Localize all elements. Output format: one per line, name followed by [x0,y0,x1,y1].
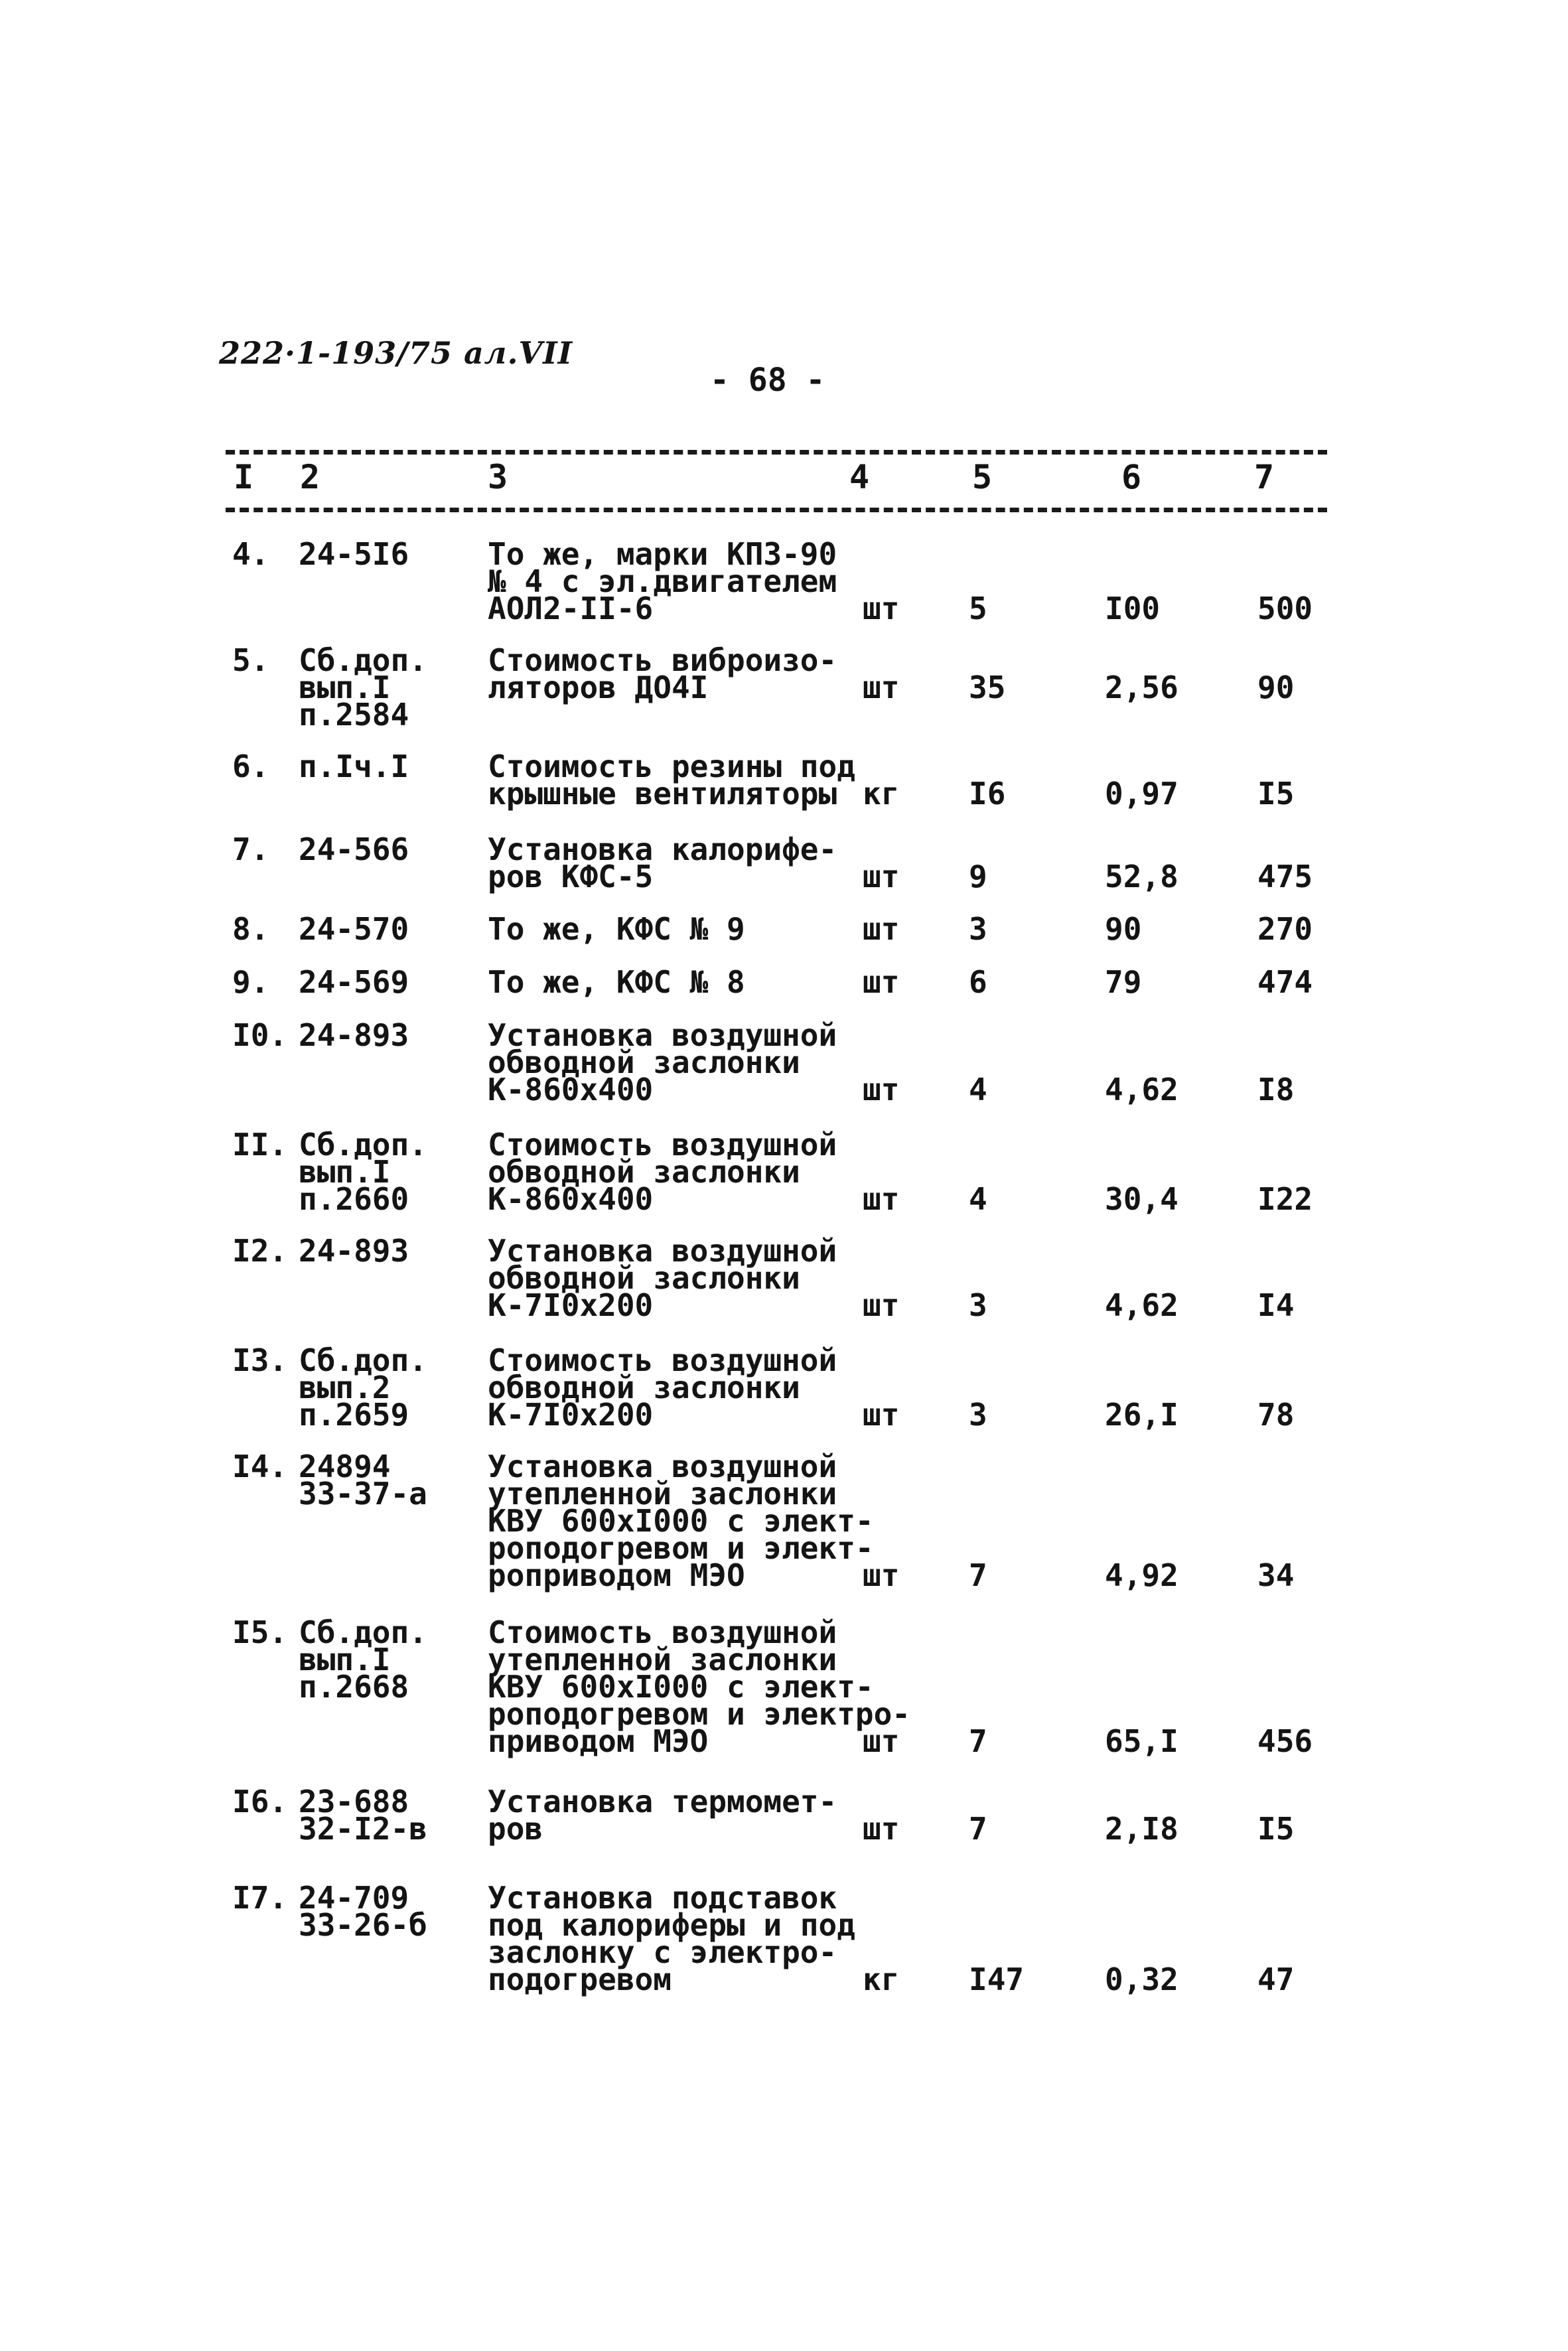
row-description: Установка воздушной обводной заслонки К-860х400 [488,1017,837,1107]
row-description: Установка подставок под калориферы и под заслонку с электро- подогревом [488,1880,855,1997]
row-total: I8 [1257,1072,1295,1107]
row-number: 4. [232,536,269,572]
row-code: 24-5I6 [299,536,409,572]
row-description: Стоимость воздушной обводной заслонки К-860х400 [488,1127,837,1217]
row-quantity: 9 [969,859,987,894]
column-header-4: 4 [849,458,870,496]
row-unit: шт [863,670,900,705]
row-total: 34 [1257,1557,1295,1593]
row-description: То же, КФС № 9 [488,911,745,947]
row-number: I6. [232,1784,288,1819]
row-quantity: 3 [969,1397,987,1433]
row-unit: шт [863,1072,900,1107]
row-description: Установка воздушной утепленной заслонки КВУ 600хI000 с элект- роподогревом и элект- роприводом МЭО [488,1449,874,1593]
row-quantity: I6 [969,776,1006,812]
row-code: 24-893 [299,1017,409,1053]
row-code: 24-709 33-26-б [299,1880,427,1943]
row-quantity: 3 [969,911,987,947]
row-number: I7. [232,1880,288,1916]
column-header-3: 3 [488,458,508,496]
row-description: Стоимость резины под крышные вентиляторы [488,748,855,812]
page-number: - 68 - [710,362,825,399]
row-total: 456 [1257,1723,1313,1759]
row-number: I5. [232,1614,288,1650]
row-unit: шт [863,1181,900,1217]
row-total: I5 [1257,776,1295,812]
column-header-7: 7 [1254,458,1275,496]
row-code: 24-570 [299,911,409,947]
row-quantity: 7 [969,1723,987,1759]
row-unit-price: 0,32 [1105,1961,1178,1997]
row-unit-price: 26,I [1105,1397,1178,1433]
row-unit-price: 2,56 [1105,670,1178,705]
row-unit-price: 4,62 [1105,1287,1178,1323]
row-total: I22 [1257,1181,1313,1217]
row-quantity: 5 [969,591,987,626]
row-code: 23-688 32-I2-в [299,1784,427,1847]
row-quantity: 3 [969,1287,987,1323]
row-code: 24-893 [299,1233,409,1269]
row-quantity: 6 [969,964,987,1000]
row-description: Установка калорифе- ров КФС-5 [488,831,837,894]
row-unit-price: 79 [1105,964,1142,1000]
row-total: 270 [1257,911,1313,947]
column-header-5: 5 [972,458,993,496]
row-unit: шт [863,591,900,626]
row-unit-price: 0,97 [1105,776,1178,812]
table-top-rule [226,450,1327,455]
row-description: Установка воздушной обводной заслонки К-7I0х200 [488,1233,837,1323]
row-quantity: 35 [969,670,1006,705]
row-total: 474 [1257,964,1313,1000]
row-total: I4 [1257,1287,1295,1323]
row-number: I3. [232,1342,288,1378]
row-code: Сб.доп. вып.I п.2668 [299,1614,427,1705]
row-description: Установка термомет- ров [488,1784,837,1847]
row-unit-price: I00 [1105,591,1161,626]
row-code: Сб.доп. вып.I п.2660 [299,1127,427,1217]
row-quantity: I47 [969,1961,1025,1997]
row-code: 24-569 [299,964,409,1000]
row-unit-price: 65,I [1105,1723,1178,1759]
row-description: То же, КФС № 8 [488,964,745,1000]
row-description: Стоимость виброизо- ляторов ДО4I [488,642,837,705]
row-code: Сб.доп. вып.I п.2584 [299,642,427,733]
row-number: 8. [232,911,269,947]
row-unit-price: 4,62 [1105,1072,1178,1107]
column-header-2: 2 [300,458,321,496]
row-unit: шт [863,964,900,1000]
row-total: I5 [1257,1811,1295,1847]
row-description: Стоимость воздушной обводной заслонки К-7I0х200 [488,1342,837,1433]
row-unit: кг [863,776,900,812]
row-unit: шт [863,1723,900,1759]
row-unit-price: 2,I8 [1105,1811,1178,1847]
row-unit: кг [863,1961,900,1997]
row-number: 9. [232,964,269,1000]
row-unit: шт [863,1557,900,1593]
row-total: 78 [1257,1397,1295,1433]
row-quantity: 7 [969,1811,987,1847]
row-description: То же, марки КПЗ-90 № 4 с эл.двигателем АОЛ2-II-6 [488,536,837,626]
row-unit: шт [863,1811,900,1847]
row-number: I2. [232,1233,288,1269]
row-code: Сб.доп. вып.2 п.2659 [299,1342,427,1433]
row-total: 500 [1257,591,1313,626]
row-quantity: 4 [969,1072,987,1107]
row-unit: шт [863,1287,900,1323]
document-code: 222·1-193/75 ал.VII [219,335,573,371]
row-unit: шт [863,859,900,894]
row-total: 90 [1257,670,1295,705]
row-total: 47 [1257,1961,1295,1997]
row-number: 5. [232,642,269,678]
row-total: 475 [1257,859,1313,894]
row-number: II. [232,1127,288,1163]
row-code: 24-566 [299,831,409,867]
column-header-1: I [234,458,254,496]
row-quantity: 7 [969,1557,987,1593]
row-unit-price: 52,8 [1105,859,1178,894]
row-code: 24894 33-37-а [299,1449,427,1512]
row-number: 6. [232,748,269,784]
row-number: 7. [232,831,269,867]
row-number: I0. [232,1017,288,1053]
row-unit: шт [863,1397,900,1433]
column-header-6: 6 [1121,458,1142,496]
row-unit-price: 30,4 [1105,1181,1178,1217]
row-unit-price: 4,92 [1105,1557,1178,1593]
table-header-rule [226,508,1327,512]
row-code: п.Iч.I [299,748,409,784]
row-quantity: 4 [969,1181,987,1217]
row-unit: шт [863,911,900,947]
row-description: Стоимость воздушной утепленной заслонки КВУ 600хI000 с элект- роподогревом и электро- приводом МЭО [488,1614,910,1759]
row-unit-price: 90 [1105,911,1142,947]
row-number: I4. [232,1449,288,1484]
